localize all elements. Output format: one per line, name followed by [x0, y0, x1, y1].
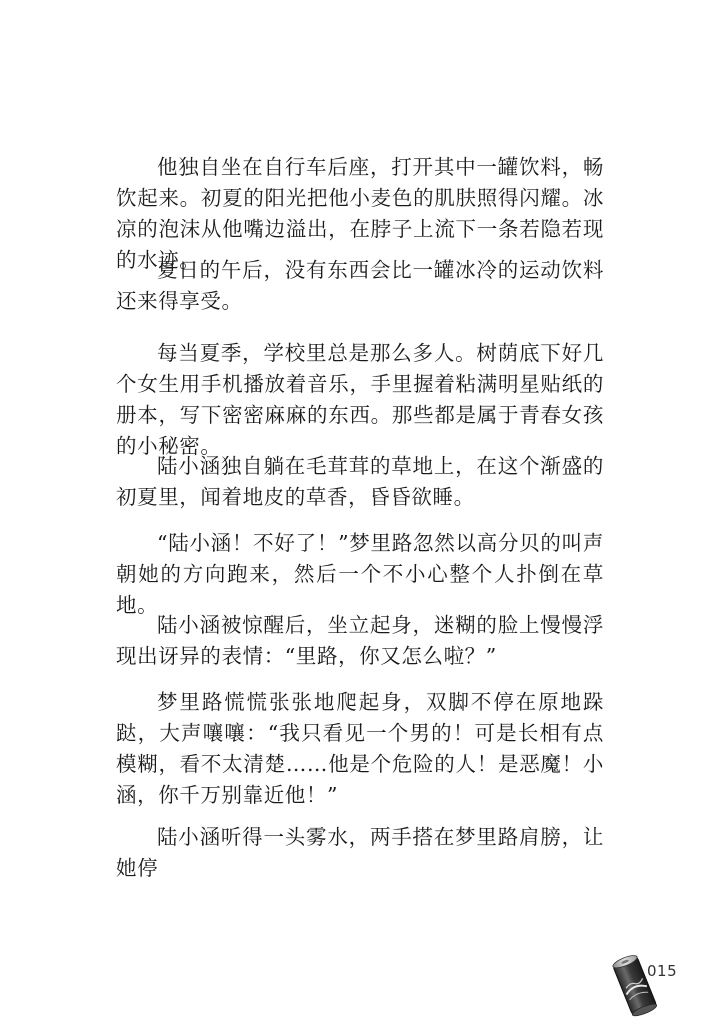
paragraph: “陆小涵！不好了！”梦里路忽然以高分贝的叫声朝她的方向跑来，然后一个不小心整个人扑倒在草地。: [116, 531, 604, 617]
paragraph: 陆小涵被惊醒后，坐立起身，迷糊的脸上慢慢浮现出讶异的表情：“里路，你又怎么啦？”: [116, 613, 604, 668]
paragraph: 他独自坐在自行车后座，打开其中一罐饮料，畅饮起来。初夏的阳光把他小麦色的肌肤照得闪耀。冰凉的泡沫从他嘴边溢出，在脖子上流下一条若隐若现的水迹。: [116, 155, 604, 272]
paragraph: 陆小涵听得一头雾水，两手搭在梦里路肩膀，让她停: [116, 825, 604, 880]
soda-can-icon: [612, 950, 662, 1018]
page-footer: [612, 950, 692, 1020]
page-number: 015: [647, 962, 678, 980]
paragraph: 夏日的午后，没有东西会比一罐冰冷的运动饮料还来得享受。: [116, 258, 604, 313]
paragraph: 每当夏季，学校里总是那么多人。树荫底下好几个女生用手机播放着音乐，手里握着粘满明星贴纸的册本，写下密密麻麻的东西。那些都是属于青春女孩的小秘密。: [116, 341, 604, 458]
paragraph: 陆小涵独自躺在毛茸茸的草地上，在这个渐盛的初夏里，闻着地皮的草香，昏昏欲睡。: [116, 454, 604, 509]
paragraph: 梦里路慌慌张张地爬起身，双脚不停在原地跺跶，大声嚷嚷：“我只看见一个男的！可是长相有点模糊，看不太清楚……他是个危险的人！是恶魔！小涵，你千万别靠近他！”: [116, 690, 604, 807]
